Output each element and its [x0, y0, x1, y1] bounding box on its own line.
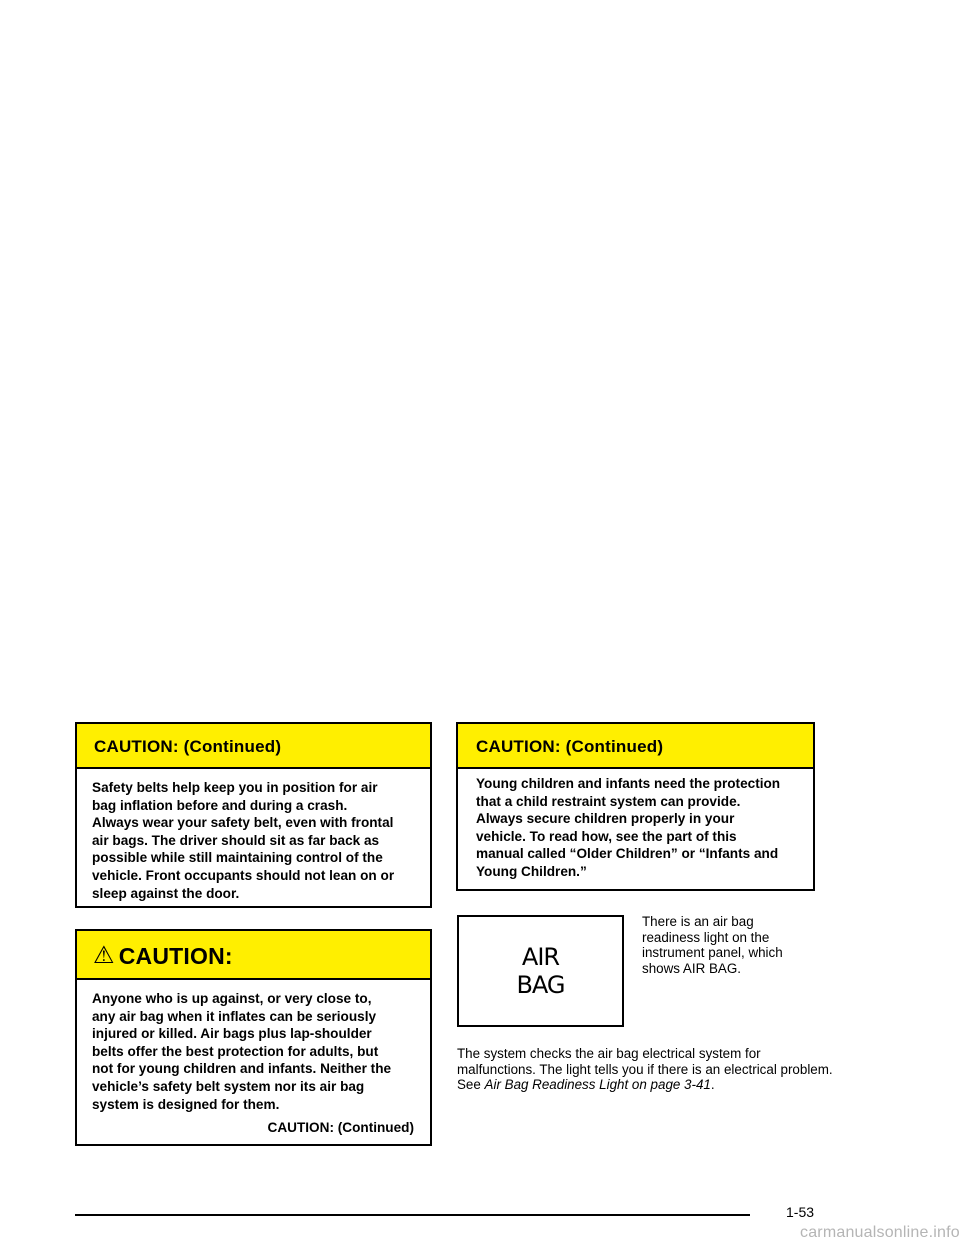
- caution-continued-heading: CAUTION: (Continued): [77, 724, 430, 769]
- readiness-light-reference-link[interactable]: Air Bag Readiness Light on page 3-41: [484, 1077, 711, 1093]
- caution-continued-box-right: [456, 722, 815, 891]
- caution-box: [75, 929, 432, 1146]
- caution-continued-text: Safety belts help keep you in position for air bag inflation before and during a crash. Always wear your safety belt, even with frontal air bags. The driver should sit as far back as possible while still maintaining control of the vehicle. Front occupants should not lean on or sleep against the door.: [92, 780, 395, 901]
- caution-continued-heading: CAUTION: (Continued): [458, 724, 813, 769]
- caution-text: Anyone who is up against, or very close to, any air bag when it inflates can be seriously injured or killed. Air bags plus lap-shoulder belts offer the best protection for adults, but not for young children and infants. Neither the vehicle’s safety belt system nor its air bag system is designed for them.: [92, 991, 392, 1112]
- air-bag-line1: AIR: [521, 943, 560, 971]
- system-check-text: The system checks the air bag electrical system for malfunctions. The light tells you if there is an electrical problem. See: [457, 1046, 833, 1093]
- air-bag-indicator-image: [457, 915, 624, 1027]
- air-bag-light-description: There is an air bag readiness light on the instrument panel, which shows AIR BAG.: [642, 914, 783, 976]
- watermark: carmanualsonline.info: [800, 1224, 960, 1241]
- system-check-paragraph: [457, 1046, 837, 1093]
- warning-triangle-icon: ⚠: [93, 941, 115, 969]
- air-bag-line2: BAG: [516, 971, 565, 999]
- caution-continued-note: CAUTION: (Continued): [267, 1120, 414, 1136]
- footer-rule: [75, 1214, 750, 1216]
- system-check-end: .: [710, 1077, 715, 1093]
- caution-continued-box-left: [75, 722, 432, 908]
- caution-heading: [77, 931, 430, 980]
- page-number: 1-53: [786, 1204, 815, 1220]
- caution-continued-text: Young children and infants need the protection that a child restraint system can provide. Always secure children properly in your vehicle. To read how, see the part of this manual called “Older Children” or “Infants and Young Children.”: [476, 776, 781, 879]
- caution-heading-label: CAUTION:: [118, 942, 233, 969]
